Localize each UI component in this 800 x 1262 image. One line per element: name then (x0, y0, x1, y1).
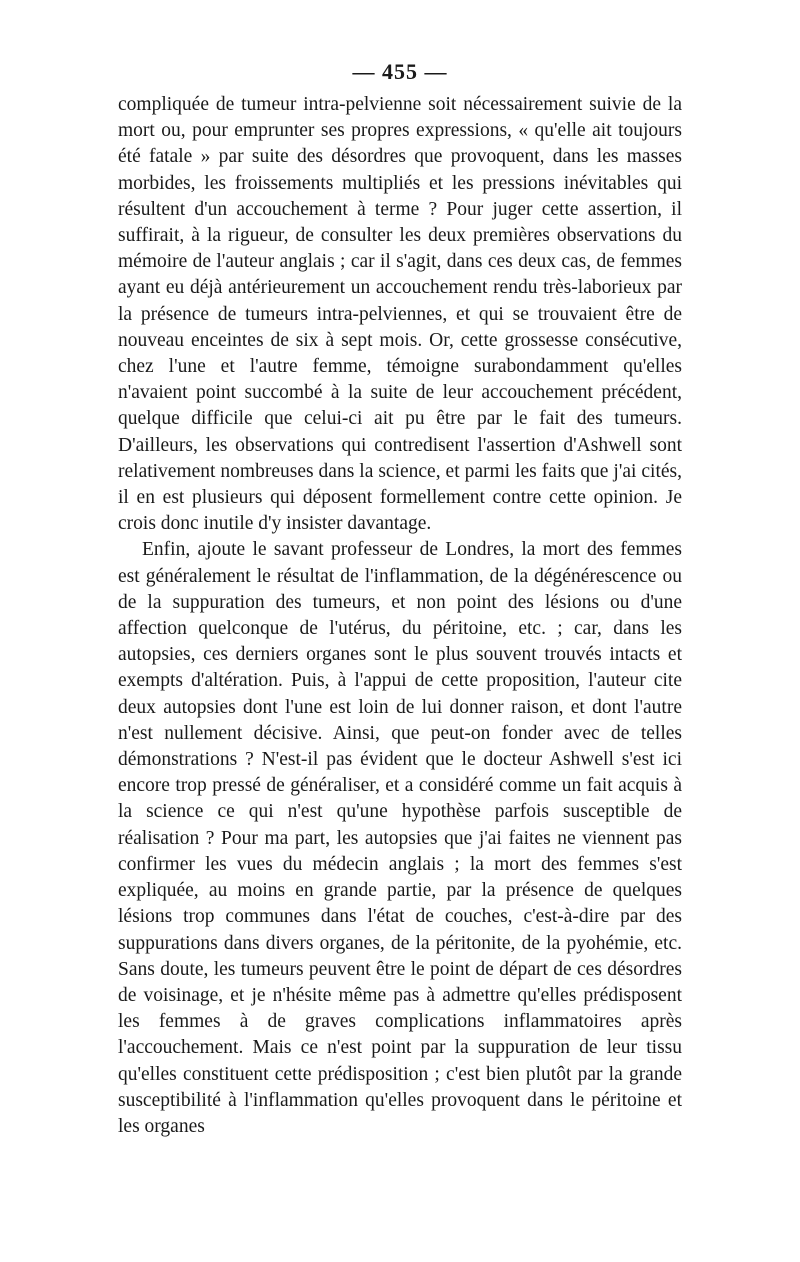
book-page (118, 58, 682, 1140)
paragraph-enfin: Enfin, ajoute le savant professeur de Londres, la mort des femmes est généralement le résultat de l'inflammation, de la dégénérescence ou de la suppuration des tumeurs, et non point des lésions ou d'une affection quelconque de l'utérus, du péritoine, etc. ; car, dans les autopsies, ces derniers organes sont le plus souvent trouvés intacts et exempts d'altération. Puis, à l'appui de cette proposition, l'auteur cite deux autopsies dont l'une est loin de lui donner raison, et dont l'autre n'est nullement décisive. Ainsi, que peut-on fonder avec de telles démonstrations ? N'est-il pas évident que le docteur Ashwell s'est ici encore trop pressé de généraliser, et a considéré comme un fait acquis à la science ce qui n'est qu'une hypothèse parfois susceptible de réalisation ? Pour ma part, les autopsies que j'ai faites ne viennent pas confirmer les vues du médecin anglais ; la mort des femmes s'est expliquée, au moins en grande partie, par la présence de quelques lésions trop communes dans l'état de couches, c'est-à-dire par des suppurations dans divers organes, de la péritonite, de la pyohémie, etc. Sans doute, les tumeurs peuvent être le point de départ de ces désordres de voisinage, et je n'hésite même pas à admettre qu'elles prédisposent les femmes à de graves complications inflammatoires après l'accouchement. Mais ce n'est point par la suppuration de leur tissu qu'elles constituent cette prédisposition ; c'est bien plutôt par la grande susceptibilité à l'inflammation qu'elles provoquent dans le péritoine et les organes (118, 539, 682, 1137)
page-number: — 455 — (352, 59, 448, 84)
paragraph-continued: compliquée de tumeur intra-pelvienne soit nécessairement suivie de la mort ou, pour emprunter ses propres expressions, « qu'elle ait toujours été fatale » par suite des désordres que provoquent, dans les masses morbides, les froissements multipliés et les pressions inévitables qui résultent d'un accouchement à terme ? Pour juger cette assertion, il suffirait, à la rigueur, de consulter les deux premières observations du mémoire de l'auteur anglais ; car il s'agit, dans ces deux cas, de femmes ayant eu déjà antérieurement un accouchement rendu très-laborieux par la présence de tumeurs intra-pelviennes, et qui se trouvaient être de nouveau enceintes de six à sept mois. Or, cette grossesse consécutive, chez l'une et l'autre femme, témoigne surabondamment qu'elles n'avaient point succombé à la suite de leur accouchement précédent, quelque difficile que celui-ci ait pu être par le fait des tumeurs. D'ailleurs, les observations qui contredisent l'assertion d'Ashwell sont relativement nombreuses dans la science, et parmi les faits que j'ai cités, il en est plusieurs qui déposent formellement contre cette opinion. Je crois donc inutile d'y insister davantage. (118, 94, 682, 535)
